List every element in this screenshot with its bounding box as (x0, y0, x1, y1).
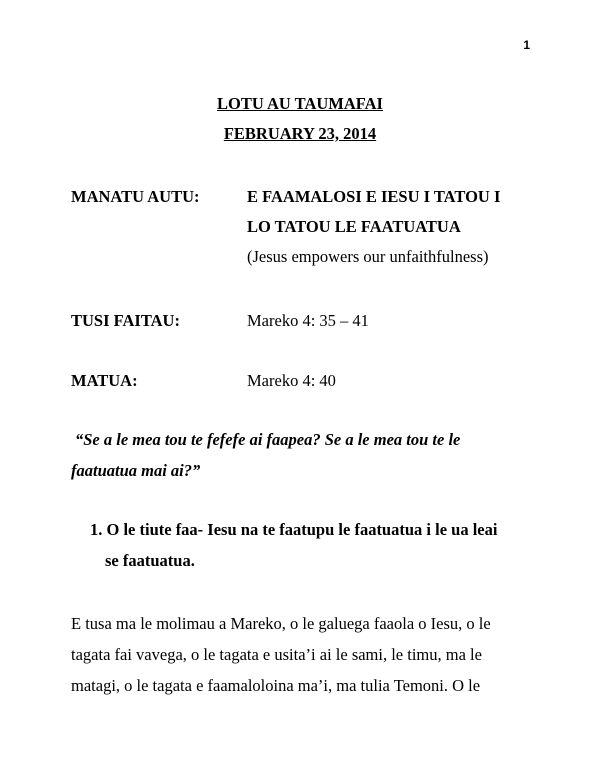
document-date: FEBRUARY 23, 2014 (223, 124, 377, 143)
tusi-value: Mareko 4: 35 – 41 (247, 311, 369, 330)
manatu-value-line1: E FAAMALOSI E IESU I TATOU I (247, 187, 501, 206)
body-paragraph (71, 608, 541, 701)
manatu-translation: (Jesus empowers our unfaithfulness) (247, 247, 489, 266)
quote-line-2: faatuatua mai ai?” (71, 461, 201, 480)
section-heading-line-2: se faatuatua. (105, 551, 195, 570)
quote-line-1: “Se a le mea tou te fefefe ai faapea? Se a le mea tou te le (75, 430, 461, 449)
key-verse-quote (71, 424, 541, 486)
document-title: LOTU AU TAUMAFAI (217, 94, 383, 113)
tusi-label: TUSI FAITAU: (71, 311, 180, 330)
paragraph-line-2: tagata fai vavega, o le tagata e usita’i ai le sami, le timu, ma le (71, 645, 482, 664)
section-heading-line-1: 1. O le tiute faa- Iesu na te faatupu le faatuatua i le ua leai (90, 520, 498, 539)
paragraph-line-3: matagi, o le tagata e faamaloloina ma’i, ma tulia Temoni. O le (71, 676, 481, 695)
manatu-label: MANATU AUTU: (71, 187, 200, 206)
matua-value: Mareko 4: 40 (247, 371, 336, 390)
matua-label: MATUA: (71, 371, 138, 390)
paragraph-line-1: E tusa ma le molimau a Mareko, o le galuega faaola o Iesu, o le (71, 614, 491, 633)
manatu-value-line2: LO TATOU LE FAATUATUA (247, 217, 461, 236)
section-heading-1 (90, 514, 555, 576)
page-number: 1 (523, 38, 530, 52)
